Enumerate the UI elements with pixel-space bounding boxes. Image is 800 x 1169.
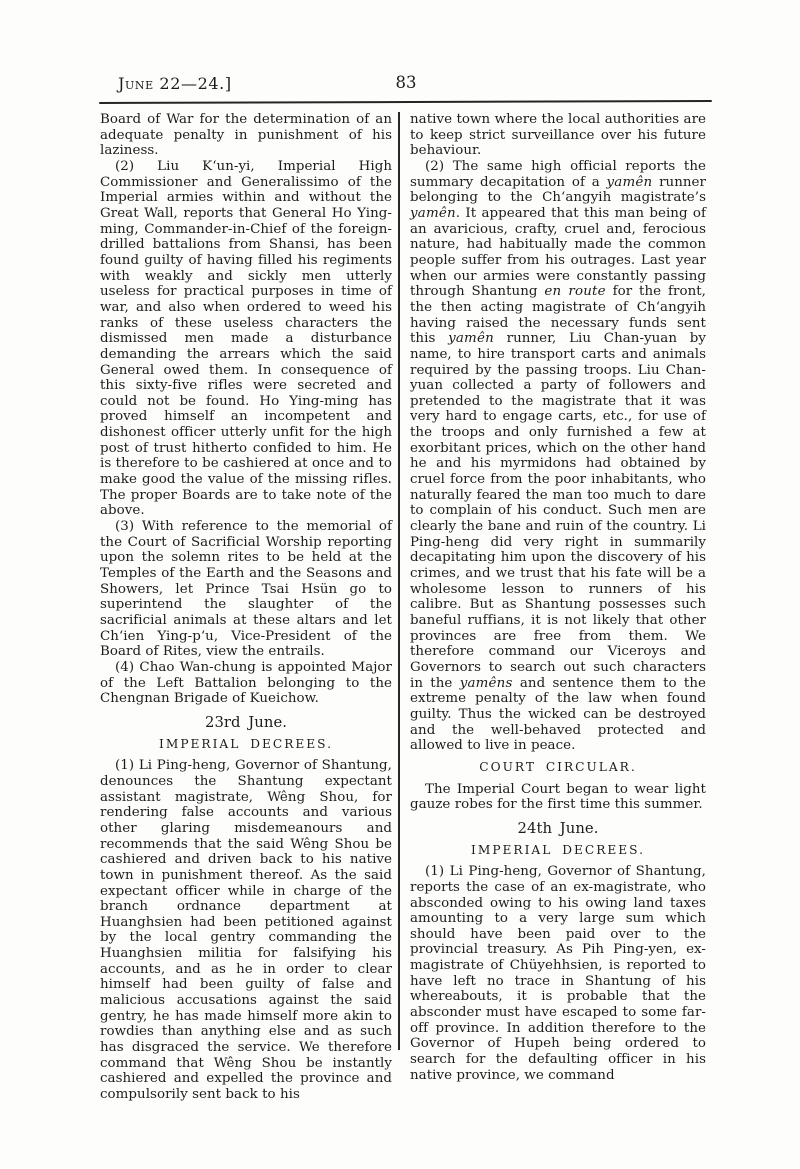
left-column xyxy=(100,112,392,1103)
section-heading: IMPERIAL DECREES. xyxy=(159,736,333,751)
text-columns xyxy=(100,112,712,1103)
italic-term: en route xyxy=(544,284,606,300)
italic-term: yamên xyxy=(606,174,653,190)
paragraph: (2) The same high official reports the summary decapitation of a yamên runner belonging to the Ch‘angyih magistrate’s yamên. It appeared that this man being of an avaricious, crafty, cruel and, ferocious nature, had habitually made the common people suffer from his outrages. Last year when our armies were constantly passing through Shantung en route for the front, the then acting magistrate of Ch‘angyih having raised the necessary funds sent this yamên runner, Liu Chan-yuan by name, to hire transport carts and animals required by the passing troops. Liu Chan-yuan collected a party of followers and pretended to the magistrate that it was very hard to engage carts, etc., for use of the troops and only furnished a few at exorbitant prices, which on the other hand he and his myrmidons had obtained by cruel force from the poor inhabitants, who naturally feared the man too much to dare to complain of his conduct. Such men are clearly the bane and ruin of the country. Li Ping-heng did very right in summarily decapitating him upon the discovery of his crimes, and we trust that his fate will be a wholesome lesson to runners of his calibre. But as Shantung possesses such baneful ruffians, it is not likely that other provinces are free from them. We therefore command our Viceroys and Governors to search out such characters in the yamêns and sentence them to the extreme penalty of the law when found guilty. Thus the wicked can be destroyed and the well-behaved protected and allowed to live in peace. xyxy=(410,158,706,754)
page-number: 83 xyxy=(395,73,417,92)
date-heading: 23rd June. xyxy=(204,713,288,731)
paragraph-continuation: native town where the local authorities are to keep strict surveillance over his future behaviour. xyxy=(410,112,706,159)
paragraph: (3) With reference to the memorial of the Court of Sacrificial Worship reporting upon the solemn rites to be held at the Temples of the Earth and the Seasons and Showers, let Prince Tsai Hsün go to superintend the slaughter of the sacrificial animals at these altars and let Ch‘ien Ying-p‘u, Vice-President of the Board of Rites, view the entrails. xyxy=(100,519,392,660)
paragraph-continuation: Board of War for the determination of an adequate penalty in punishment of his laziness. xyxy=(100,112,392,159)
paragraph: (1) Li Ping-heng, Governor of Shantung, reports the case of an ex-magistrate, who absconded owing to his owing land taxes amounting to a very large sum which should have been paid over to the provincial treasury. As Pih Ping-yen, ex-magistrate of Chüyehhsien, is reported to have left no trace in Shantung of his whereabouts, it is probable that the absconder must have escaped to some far-off province. In addition therefore to the Governor of Hupeh being ordered to search for the defaulting officer in his native province, we command xyxy=(410,864,706,1083)
italic-term: yamên xyxy=(448,331,494,347)
section-heading: COURT CIRCULAR. xyxy=(479,759,637,774)
header-rule xyxy=(99,100,712,104)
paragraph: (4) Chao Wan-chung is appointed Major of the Left Battalion belonging to the Chengnan Brigade of Kueichow. xyxy=(100,659,392,707)
running-head-date-range: June 22—24.] xyxy=(118,74,232,93)
paragraph: The Imperial Court began to wear light gauze robes for the first time this summer. xyxy=(410,781,706,813)
date-heading: 24th June. xyxy=(517,819,599,837)
column-divider-rule xyxy=(398,112,400,1050)
italic-term: yamêns xyxy=(459,675,513,691)
section-heading: IMPERIAL DECREES. xyxy=(471,842,645,857)
italic-term: yamên xyxy=(410,205,456,221)
paragraph: (2) Liu K‘un-yi, Imperial High Commissioner and Generalissimo of the Imperial armies within and without the Great Wall, reports that General Ho Ying-ming, Commander-in-Chief of the foreign-drilled battalions from Shansi, has been found guilty of having filled his regiments with weakly and sickly men utterly useless for practical purposes in time of war, and also when ordered to weed his ranks of these useless characters the dismissed men made a disturbance demanding the arrears which the said General owed them. In consequence of this sixty-five rifles were secreted and could not be found. Ho Ying-ming has proved himself an incompetent and dishonest officer utterly unfit for the high post of trust hitherto confided to him. He is therefore to be cashiered at once and to make good the value of the missing rifles. The proper Boards are to take note of the above. xyxy=(100,158,392,519)
right-column xyxy=(410,112,706,1083)
paragraph: (1) Li Ping-heng, Governor of Shantung, denounces the Shantung expectant assistant magistrate, Wêng Shou, for rendering false accounts and various other glaring misdemeanours and recommends that the said Wêng Shou be cashiered and driven back to his native town in punishment thereof. As the said expectant officer while in charge of the branch ordnance department at Huanghsien had been petitioned against by the local gentry commanding the Huanghsien militia for falsifying his accounts, and as he in order to clear himself had been guilty of false and malicious accusations against the said gentry, he has made himself more akin to rowdies than anything else and as such has disgraced the service. We therefore command that Wêng Shou be instantly cashiered and expelled the province and compulsorily sent back to his xyxy=(100,758,392,1103)
